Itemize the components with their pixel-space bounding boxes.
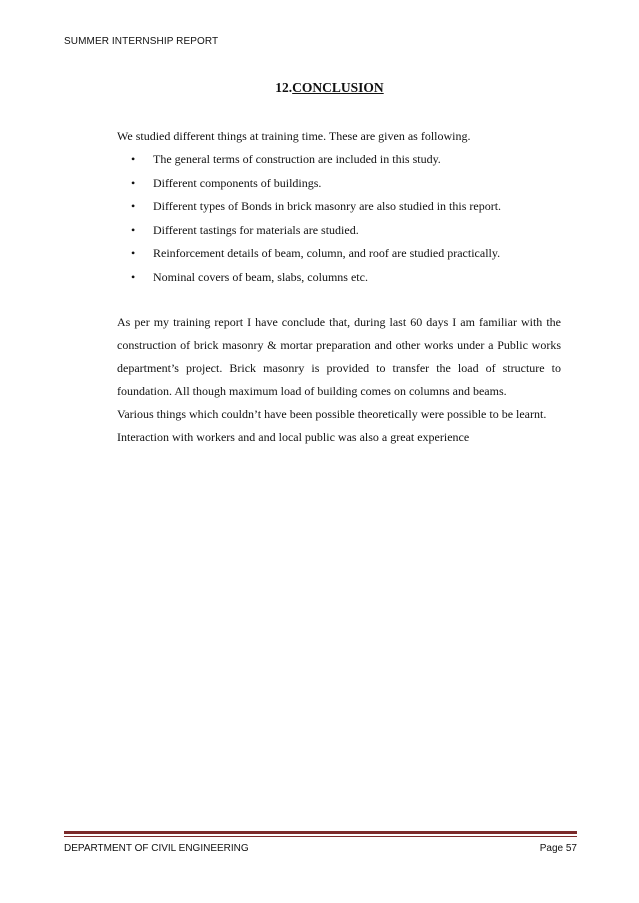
footer-department: DEPARTMENT OF CIVIL ENGINEERING: [64, 843, 249, 854]
conclusion-paragraph: Various things which couldn’t have been possible theoretically were possible to be learnt.: [117, 407, 547, 421]
conclusion-paragraph: As per my training report I have conclude that, during last 60 days I am familiar with the construction of brick masonry & mortar preparation and other works under a Public works department’s project. Brick masonry is provided to transfer the load of structure to foundation. All though maximum load of building comes on columns and beams.: [117, 315, 561, 398]
bullet-item: • Nominal covers of beam, slabs, columns etc.: [131, 266, 561, 290]
section-title: [0, 80, 639, 96]
footer-rule-thin: [64, 836, 577, 837]
bullet-item: • Different components of buildings.: [131, 172, 561, 196]
section-heading: CONCLUSION: [292, 80, 384, 95]
bullet-item: • Reinforcement details of beam, column, and roof are studied practically.: [131, 242, 561, 266]
bullet-item: • Different types of Bonds in brick masonry are also studied in this report.: [131, 195, 561, 219]
intro-paragraph: We studied different things at training time. These are given as following.: [117, 129, 471, 143]
running-header: SUMMER INTERNSHIP REPORT: [64, 36, 219, 47]
bullet-list: [117, 148, 561, 289]
footer-rule: [64, 831, 577, 834]
bullet-item: • Different tastings for materials are studied.: [131, 219, 561, 243]
bullet-item: • The general terms of construction are included in this study.: [131, 148, 561, 172]
page-number: Page 57: [539, 843, 577, 854]
section-number: 12.: [275, 80, 293, 95]
conclusion-paragraph: Interaction with workers and and local public was also a great experience: [117, 430, 470, 444]
body-content: [117, 125, 561, 449]
